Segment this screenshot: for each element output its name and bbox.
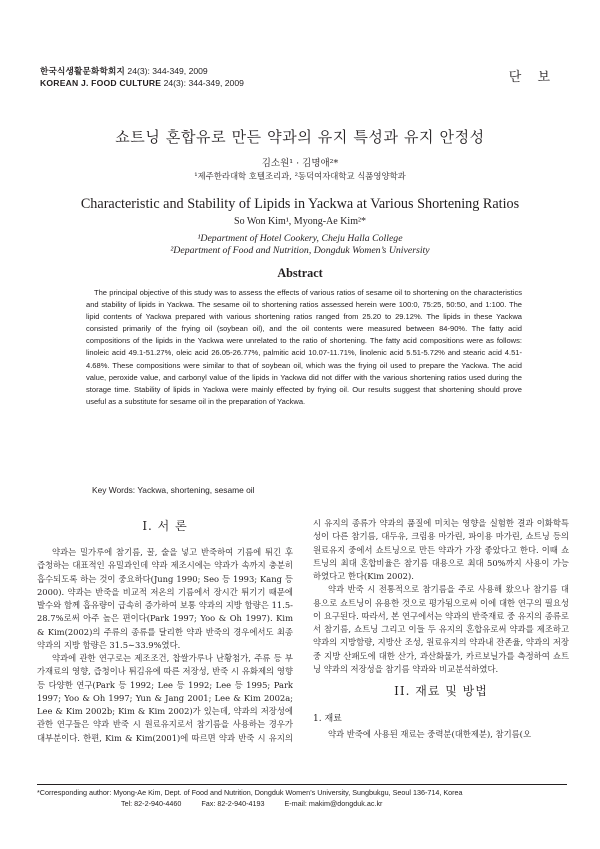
intro-paragraph-1: 약과는 밀가루에 참기름, 꿀, 술을 넣고 반죽하여 기름에 튀긴 후 즙청하는 대표적인 유밀과인데 약과 제조시에는 약과가 속까지 충분히 흡수되도록 하는 것이 중요하다(Jung 1990; Seo 등 1993; Kang 등 2000). 약과는 반죽을 비교적 저온의 기름에서 장시간 튀기기 때문에 발수와 함께 흡유량이 급속히 증가하여 보통 약과의 지방 함량은 11.5-28.7%로써 아주 높은 편이다(Park 1997; Yoo & Oh 1997). Kim & Kim(2002)의 주류의 종류를 달리한 약과 반죽의 경우에서도 최종 약과의 지방 함량은 31.5∼33.9%였다. [37,547,293,650]
keywords-text: Yackwa, shortening, sesame oil [137,485,255,495]
contact-line [37,798,577,809]
keywords [92,485,254,495]
right-column [313,517,569,741]
intro-heading: I. 서 론 [142,519,188,533]
materials-subheading: 1. 재료 [313,714,342,724]
authors-english: So Won Kim¹, Myong-Ae Kim²* [234,216,366,227]
corresponding-author: *Corresponding author: Myong-Ae Kim, Dept. of Food and Nutrition, Dongduk Women’s University, Sungbukgu, Seoul 136-714, Korea [37,788,463,797]
journal-citation-ko: 24(3): 344-349, 2009 [127,66,208,76]
journal-name-en: KOREAN J. FOOD CULTURE [40,78,162,88]
contact-email: E-mail: makim@dongduk.ac.kr [284,799,383,808]
abstract-text: The principal objective of this study was to assess the effects of various ratios of sesame oil to shortening on the characteristics and stability of lipids in Yackwa. The sesame oil to shortening ratios assessed herein were 100:0, 75:25, 50:50, and 1:100. The lipid contents of Yackwa prepared with various shortening ratios ranged from 25.20 to 29.12%. The lipids in these Yackwa consisted primarily of the frying oil (soybean oil), and the oil contents were measured between 84-90%. The fatty acid compositions of the lipids in the Yackwa were unrelated to the ratio of shortening. The fatty acid compositions were as follows: linoleic acid 49.1-51.27%, oleic acid 26.05-26.77%, palmitic acid 10.07-11.71%, linolenic acid 5.51-5.72% and stearic acid 4.51-4.68%. These compositions were similar to that of soybean oil, which was the frying oil used to prepare the Yackwa. The acid value, peroxide value, and carbonyl value of the lipids in Yackwa did not differ with the various shortening ratios used during the storage time. Stability of lipids in Yackwa were mainly effected by frying oil. Our results suggest that shortening should prove useful as a substitute for sesame oil in the preparation of Yackwa. [86,288,522,406]
intro-paragraph-3: 약과 반죽 시 전통적으로 참기름을 주로 사용해 왔으나 참기름 대용으로 쇼트닝이 유용한 것으로 평가됨으로써 이에 대한 연구의 필요성이 요구된다. 따라서, 본 연구에서는 약과의 반죽재료 중 유지의 종류로서 참기름, 쇼트닝 그리고 이들 두 유지의 혼합유로써 약과를 제조하고 약과의 지방함량, 지방산 조성, 원료유지의 약과내 잔존율, 약과의 저장 중 지방 산패도에 대한 산가, 과산화물가, 카르보닐가를 측정하여 쇼트닝 약과의 저장성을 참기름 약과와 비교분석하였다. [313,584,569,674]
journal-name-ko: 한국식생활문화학회지 [40,66,126,76]
affiliation-english-2: ²Department of Food and Nutrition, Dongduk Women’s University [170,245,430,256]
journal-line-en [40,77,244,89]
intro-paragraph-2: 약과에 관한 연구로는 제조조건, 찹쌀가루나 난황첨가, 주류 등 부가재료의 영향, 즙청이나 튀김유에 따른 저장성, 반죽 시 유화제의 영향 등 다양한 연구(Park 등 1992; Lee 등 1992; Lee 등 1995; Park 1997; Yoo & Oh 1997; Yun & Jang 2001; Lee & Kim 2002a; Lee & Kim 2002b; Kim & Kim 2002)가 있는데, 약과의 저장성에 관한 연구들은 약과 반죽 시 원료유지로서 참기름을 사용하는 경우가 대부분이다. 한편, Kim & Kim(2001)에 따르면 약과 반죽 시 유지의 [37,653,293,743]
footnote-divider [37,784,567,785]
keywords-label: Key Words: [92,485,136,495]
affiliation-english-1: ¹Department of Hotel Cookery, Cheju Halla College [197,233,403,244]
materials-paragraph: 약과 반죽에 사용된 재료는 중력분(대한제분), 참기름(오 [328,729,531,739]
journal-line-ko [40,65,244,77]
footnote [37,787,577,809]
affiliations-korean: ¹제주한라대학 호텔조리과, ²동덕여자대학교 식품영양학과 [194,171,406,181]
title-korean: 쇼트닝 혼합유로 만든 약과의 유지 특성과 유지 안정성 [115,128,485,146]
methods-heading: II. 재료 및 방법 [394,684,488,698]
authors-korean: 김소원¹ · 김명애²* [261,158,339,169]
journal-header [40,65,244,89]
contact-tel: Tel: 82-2-940-4460 [121,799,182,808]
abstract-heading: Abstract [277,266,323,280]
left-column [37,517,293,744]
section-tag: 단 보 [508,70,556,85]
intro-paragraph-2-continued: 시 유지의 종류가 약과의 품질에 미치는 영향을 실험한 결과 이화학특성이 다른 참기름, 대두유, 크림용 마가린, 파이용 마가린, 쇼트닝 등의 원료유지 중에서 쇼트닝으로 만든 약과가 가장 좋았다고 한다. 이때 쇼트닝의 최대 혼합비율은 참기름 대용으로 최대 50%까지 사용이 가능하였다고 한다(Kim 2002). [313,518,569,581]
title-english: Characteristic and Stability of Lipids in Yackwa at Various Shortening Ratios [80,196,520,212]
contact-fax: Fax: 82-2-940-4193 [201,799,265,808]
journal-citation-en: 24(3): 344-349, 2009 [163,78,244,88]
